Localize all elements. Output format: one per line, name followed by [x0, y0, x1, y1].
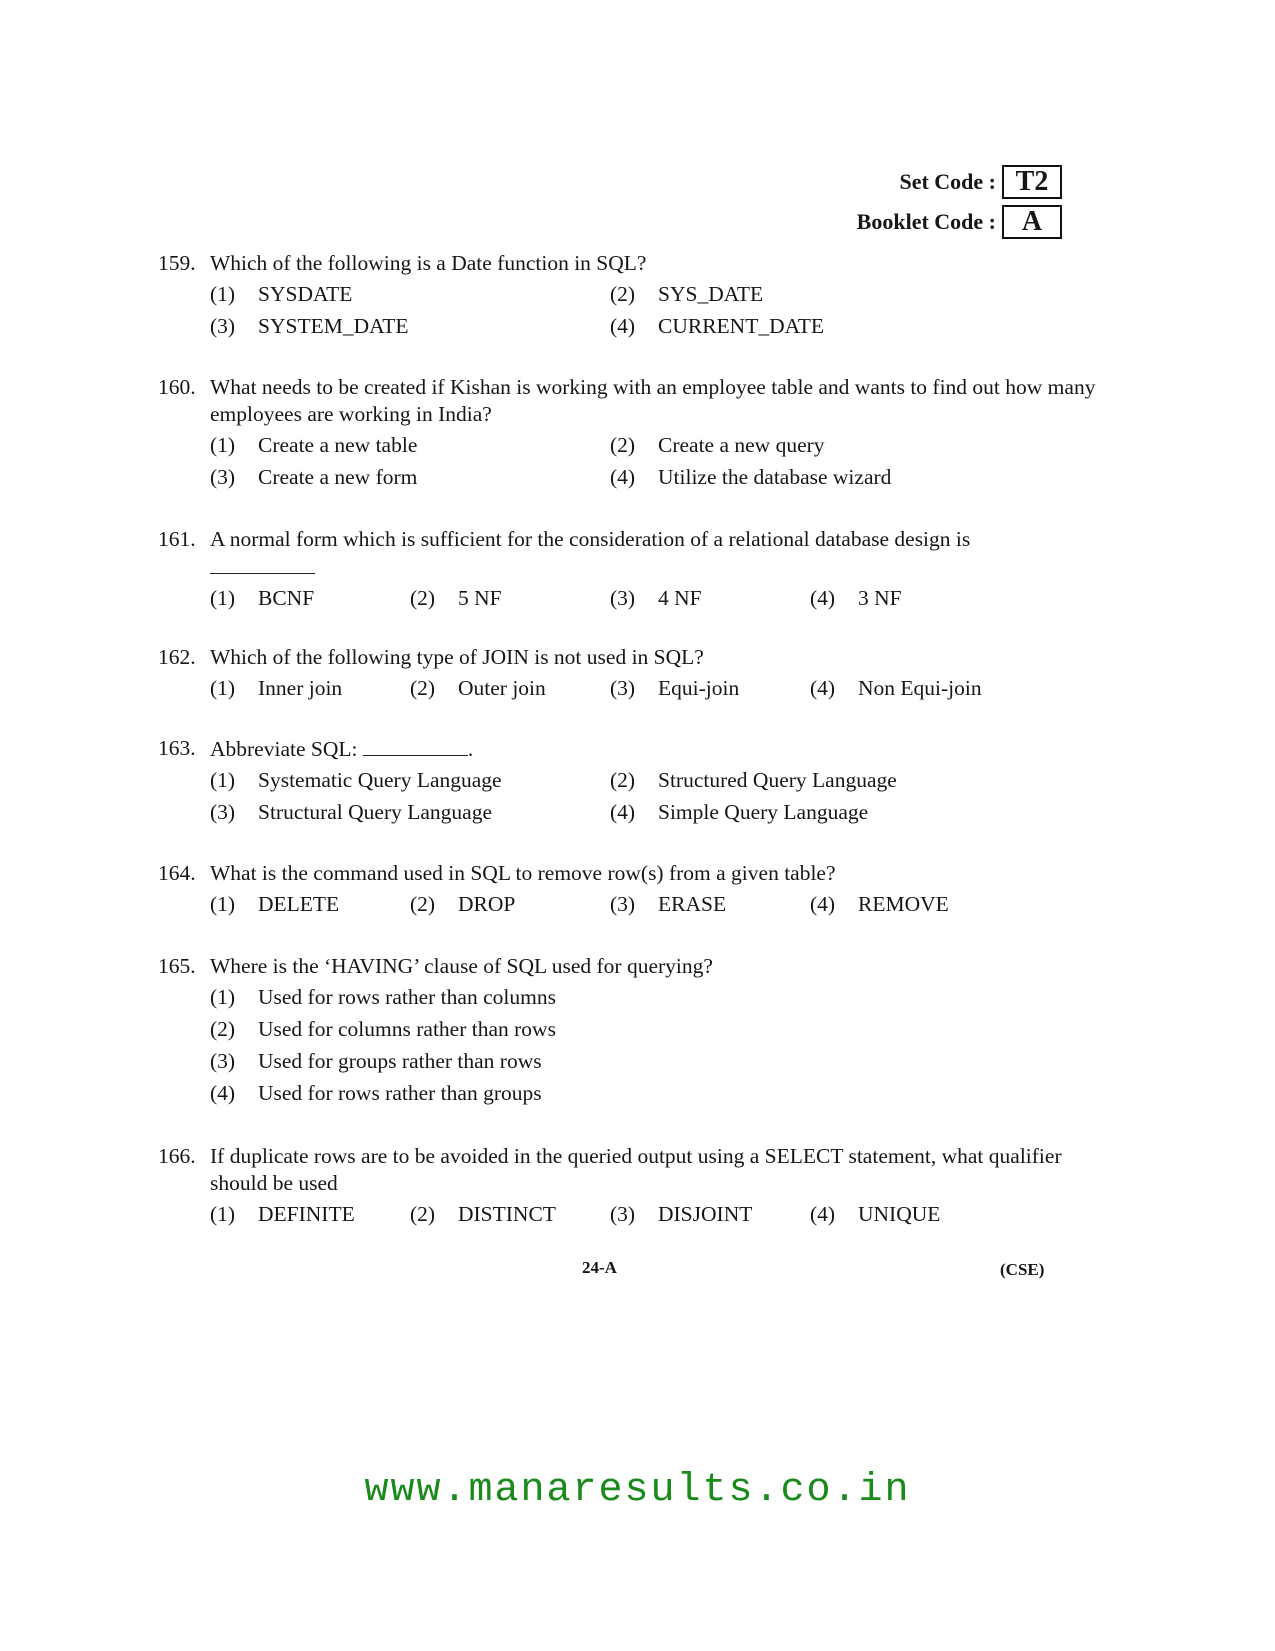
- option-3: [210, 1048, 1108, 1075]
- option-2: [210, 1016, 1108, 1043]
- option-number: (4): [810, 1202, 836, 1226]
- question-text: Which of the following is a Date function in SQL?: [210, 251, 647, 275]
- question-text: If duplicate rows are to be avoided in the queried output using a SELECT statement, what qualifier should be used: [210, 1144, 1062, 1195]
- option-number: (1): [210, 282, 236, 306]
- option-4: [210, 1080, 1108, 1107]
- option-number: (4): [610, 465, 636, 489]
- page-number: 24-A: [582, 1258, 617, 1277]
- answer-blank: [363, 735, 468, 756]
- option-text: 4 NF: [658, 586, 702, 610]
- option-text: Simple Query Language: [658, 800, 869, 824]
- question-text: What needs to be created if Kishan is working with an employee table and wants to find out how many employees are working in India?: [210, 375, 1096, 426]
- options: [210, 767, 1108, 826]
- option-text: Used for rows rather than columns: [258, 985, 556, 1009]
- option-text: 3 NF: [858, 586, 902, 610]
- option-number: (3): [210, 314, 236, 338]
- option-number: (4): [810, 892, 836, 916]
- option-number: (3): [610, 892, 636, 916]
- option-number: (2): [410, 1202, 436, 1226]
- question-163: [158, 735, 1108, 826]
- option-text: Structured Query Language: [658, 768, 897, 792]
- option-3: [610, 1201, 810, 1228]
- option-1: [210, 675, 410, 702]
- option-number: (2): [610, 433, 636, 457]
- answer-blank: [210, 553, 315, 574]
- option-4: [810, 891, 1010, 918]
- option-2: [610, 432, 1010, 459]
- question-number: 160.: [158, 375, 196, 399]
- question-text: A normal form which is sufficient for the consideration of a relational database design is: [210, 526, 1108, 581]
- website-watermark: www.manaresults.co.in: [364, 1468, 911, 1513]
- booklet-code-row: [857, 205, 1062, 239]
- options: [210, 1201, 1108, 1228]
- option-text: Structural Query Language: [258, 800, 493, 824]
- booklet-code-value: A: [1002, 205, 1062, 239]
- option-text: Outer join: [458, 676, 546, 700]
- option-2: [610, 281, 1010, 308]
- option-text: Systematic Query Language: [258, 768, 502, 792]
- option-number: (1): [210, 433, 236, 457]
- option-number: (1): [210, 1202, 236, 1226]
- question-text: Abbreviate SQL: .: [210, 737, 474, 761]
- option-number: (3): [210, 465, 236, 489]
- option-text: DISJOINT: [658, 1202, 753, 1226]
- option-1: [210, 1201, 410, 1228]
- option-3: [610, 675, 810, 702]
- set-code-label: Set Code :: [899, 169, 996, 194]
- option-number: (3): [210, 800, 236, 824]
- option-text: ERASE: [658, 892, 727, 916]
- option-number: (1): [210, 676, 236, 700]
- option-3: [610, 891, 810, 918]
- option-text: Create a new table: [258, 433, 418, 457]
- option-number: (2): [410, 586, 436, 610]
- question-165: [158, 953, 1108, 1107]
- option-number: (4): [810, 676, 836, 700]
- option-number: (1): [210, 586, 236, 610]
- options: [210, 891, 1108, 918]
- option-text: 5 NF: [458, 586, 502, 610]
- option-text: BCNF: [258, 586, 315, 610]
- option-number: (4): [610, 800, 636, 824]
- option-text: Equi-join: [658, 676, 740, 700]
- option-4: [810, 675, 1010, 702]
- option-2: [410, 1201, 610, 1228]
- option-text: DISTINCT: [458, 1202, 556, 1226]
- option-2: [410, 675, 610, 702]
- option-number: (2): [610, 768, 636, 792]
- option-4: [610, 313, 1010, 340]
- option-number: (1): [210, 892, 236, 916]
- option-text: Used for rows rather than groups: [258, 1081, 542, 1105]
- option-number: (2): [410, 676, 436, 700]
- option-number: (2): [210, 1017, 236, 1041]
- option-text: SYSDATE: [258, 282, 353, 306]
- option-number: (3): [610, 586, 636, 610]
- booklet-code-label: Booklet Code :: [856, 209, 996, 234]
- question-164: [158, 860, 1108, 918]
- options: [210, 675, 1108, 702]
- question-text: Where is the ‘HAVING’ clause of SQL used for querying?: [210, 954, 713, 978]
- option-text: DROP: [458, 892, 516, 916]
- option-text: REMOVE: [858, 892, 949, 916]
- option-text: Non Equi-join: [858, 676, 982, 700]
- option-4: [610, 799, 1010, 826]
- option-1: [210, 281, 610, 308]
- options: [210, 984, 1108, 1107]
- question-number: 166.: [158, 1144, 196, 1168]
- options: [210, 585, 1108, 612]
- question-number: 165.: [158, 954, 196, 978]
- option-text: Utilize the database wizard: [658, 465, 892, 489]
- option-text: Create a new form: [258, 465, 418, 489]
- option-number: (3): [610, 1202, 636, 1226]
- option-4: [810, 585, 1010, 612]
- option-1: [210, 585, 410, 612]
- option-1: [210, 767, 610, 794]
- option-text: DEFINITE: [258, 1202, 355, 1226]
- set-code-value: T2: [1002, 165, 1062, 199]
- set-code-row: [857, 165, 1062, 199]
- option-number: (4): [610, 314, 636, 338]
- option-text: CURRENT_DATE: [658, 314, 825, 338]
- option-3: [210, 799, 610, 826]
- question-number: 164.: [158, 861, 196, 885]
- option-text: SYS_DATE: [658, 282, 764, 306]
- question-number: 163.: [158, 736, 196, 760]
- option-text: UNIQUE: [858, 1202, 941, 1226]
- question-text: What is the command used in SQL to remove row(s) from a given table?: [210, 861, 836, 885]
- option-number: (4): [210, 1081, 236, 1105]
- option-number: (3): [210, 1049, 236, 1073]
- option-number: (1): [210, 985, 236, 1009]
- question-166: [158, 1143, 1108, 1228]
- question-text: Which of the following type of JOIN is not used in SQL?: [210, 645, 704, 669]
- option-4: [610, 464, 1010, 491]
- option-text: Create a new query: [658, 433, 825, 457]
- question-161: [158, 526, 1108, 612]
- option-3: [210, 464, 610, 491]
- option-text: SYSTEM_DATE: [258, 314, 409, 338]
- option-3: [610, 585, 810, 612]
- option-4: [810, 1201, 1010, 1228]
- question-162: [158, 644, 1108, 702]
- option-3: [210, 313, 610, 340]
- option-2: [410, 891, 610, 918]
- option-number: (1): [210, 768, 236, 792]
- option-text: Used for groups rather than rows: [258, 1049, 542, 1073]
- question-number: 159.: [158, 251, 196, 275]
- option-number: (2): [610, 282, 636, 306]
- option-1: [210, 984, 1108, 1011]
- option-number: (2): [410, 892, 436, 916]
- option-text: Inner join: [258, 676, 343, 700]
- option-1: [210, 891, 410, 918]
- question-160: [158, 374, 1108, 491]
- options: [210, 281, 1108, 340]
- department-code: (CSE): [1000, 1260, 1045, 1279]
- question-159: [158, 250, 1108, 340]
- option-text: DELETE: [258, 892, 340, 916]
- option-2: [410, 585, 610, 612]
- option-1: [210, 432, 610, 459]
- question-number: 161.: [158, 527, 196, 551]
- options: [210, 432, 1108, 491]
- option-number: (4): [810, 586, 836, 610]
- option-2: [610, 767, 1010, 794]
- option-text: Used for columns rather than rows: [258, 1017, 556, 1041]
- option-number: (3): [610, 676, 636, 700]
- question-number: 162.: [158, 645, 196, 669]
- exam-codes: [857, 165, 1062, 245]
